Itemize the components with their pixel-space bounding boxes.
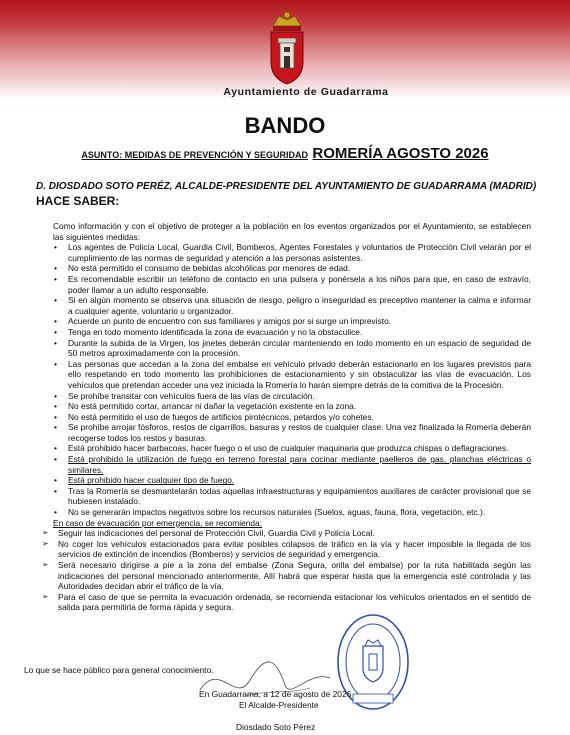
document-title: BANDO (244, 113, 326, 138)
signature-name: Diosdado Soto Pérez (236, 722, 316, 732)
measures-list (53, 242, 531, 517)
list-item: • Durante la subida de la Virgen, los jinetes deberán circular manteniendo en todo momento en un espacio de seguridad de 50 metros aproximadamente con la procesión. (53, 338, 531, 359)
list-item: • Está prohibido la utilización de fuego en terreno forestal para cocinar mediante paelleros de gas, planchas eléctricas o similares. (53, 454, 531, 475)
document-body (53, 221, 531, 613)
list-item: • No se generarán impactos negativos sobre los recursos naturales (Suelos, aguas, fauna, flora, vegetación, etc.). (53, 507, 531, 518)
evacuation-list (41, 528, 531, 613)
evacuation-heading: En caso de evacuación por emergencia, se recomienda: (53, 517, 263, 528)
list-item: • Tras la Romería se desmantelarán todas aquellas infraestructuras y equipamientos auxiliares de carácter provisional que se hubiesen instalado. (53, 486, 531, 507)
council-name: Ayuntamiento de Guadarrama (223, 86, 389, 98)
list-item: • Si en algún momento se observa una situación de riesgo, peligro o inseguridad es preceptivo mantener la calma e informar a cualquier agente, voluntario u organizador. (53, 295, 531, 316)
intro-paragraph: Como información y con el objetivo de proteger a la población en los eventos organizados por el Ayuntamiento, se establecen las siguientes medidas: (53, 221, 531, 242)
closing-statement: Lo que se hace público para general conocimiento. (24, 665, 214, 675)
list-item: • Tenga en todo momento identificada la zona de evacuación y no la obstaculice. (53, 327, 531, 338)
list-item: • Se prohíbe transitar con vehículos fuera de las vías de circulación. (53, 391, 531, 402)
signature-role: El Alcalde-Presidente (239, 700, 319, 710)
list-item: ➢ Seguir las indicaciones del personal de Protección Civil, Guardia Civil y Policía Local. (41, 528, 531, 539)
list-item: • No está permitido el uso de fuegos de artificios pirotécnicos, petardos y/o cohetes. (53, 412, 531, 423)
list-item: • No está permitido el consumo de bebidas alcohólicas por menores de edad. (53, 263, 531, 274)
list-item: • Es recomendable escribir un teléfono de contacto en una pulsera y ponérsela a los niños para que, en caso de extravío, poder llamar a un adulto responsable. (53, 274, 531, 295)
list-item: • Los agentes de Policía Local, Guardia Civil, Bomberos, Agentes Forestales y voluntarios de Protección Civil velarán por el cumplimiento de las normas de seguridad y atención a las personas asistentes. (53, 242, 531, 263)
list-item: • Acuerde un punto de encuentro con sus familiares y amigos por si surge un imprevisto. (53, 316, 531, 327)
mayor-line: D. DIOSDADO SOTO PERÉZ, ALCALDE-PRESIDENTE DEL AYUNTAMIENTO DE GUADARRAMA (MADRID) (36, 181, 537, 192)
list-item: • Está prohibido hacer barbacoas, hacer fuego o el uso de cualquier maquinaria que produzca chispas o deflagraciones. (53, 443, 531, 454)
list-item: • Las personas que accedan a la zona del embalse en vehículo privado deberán estacionarlo en los lugares previstos para ello respetando en todo momento las prohibiciones de estacionamiento y sin obstaculizar las vías de evacuación. Los vehículos que pretendan acceder una vez iniciada la Romería lo harán siempre detrás de la comitiva de la Procesión. (53, 359, 531, 391)
list-item: ➢ Será necesario dirigirse a pie a la zona del embalse (Zona Segura, orilla del embalse) por la ruta habilitada según las indicaciones del personal mencionado anteriormente. Allí habrá que esperar hasta que la emergencia esté controlada y las Autoridades decidan abrir el tráfico de la vía. (41, 560, 531, 592)
signature-place-date: En Guadarrama, a 12 de agosto de 2026 (199, 689, 352, 699)
list-item: • Se prohíbe arrojar fósforos, restos de cigarrillos, basuras y restos de cualquier clase. Una vez finalizada la Romería deberán recogerse todos los restos y basuras. (53, 422, 531, 443)
list-item: ➢ No coger los vehículos estacionados para evitar posibles colapsos de tráfico en la vía y hacer imposible la llegada de los servicios de extinción de incendios (Bomberos) y servicios de seguridad y emergencia. (41, 539, 531, 560)
document-subject (0, 145, 570, 163)
subject-prefix: ASUNTO: MEDIDAS DE PREVENCIÓN Y SEGURIDAD (81, 150, 308, 160)
list-item: ➢ Para el caso de que se permita la evacuación ordenada, se recomienda estacionar los vehículos orientados en el sentido de salida para permitirla de forma rápida y segura. (41, 592, 531, 613)
coat-of-arms-icon (265, 8, 309, 88)
list-item: • No está permitido cortar, arrancar ni dañar la vegetación existente en la zona. (53, 401, 531, 412)
list-item: • Está prohibido hacer cualquier tipo de fuego. (53, 475, 531, 486)
hace-saber-heading: HACE SABER: (36, 194, 120, 208)
subject-event: ROMERÍA AGOSTO 2026 (312, 145, 489, 162)
